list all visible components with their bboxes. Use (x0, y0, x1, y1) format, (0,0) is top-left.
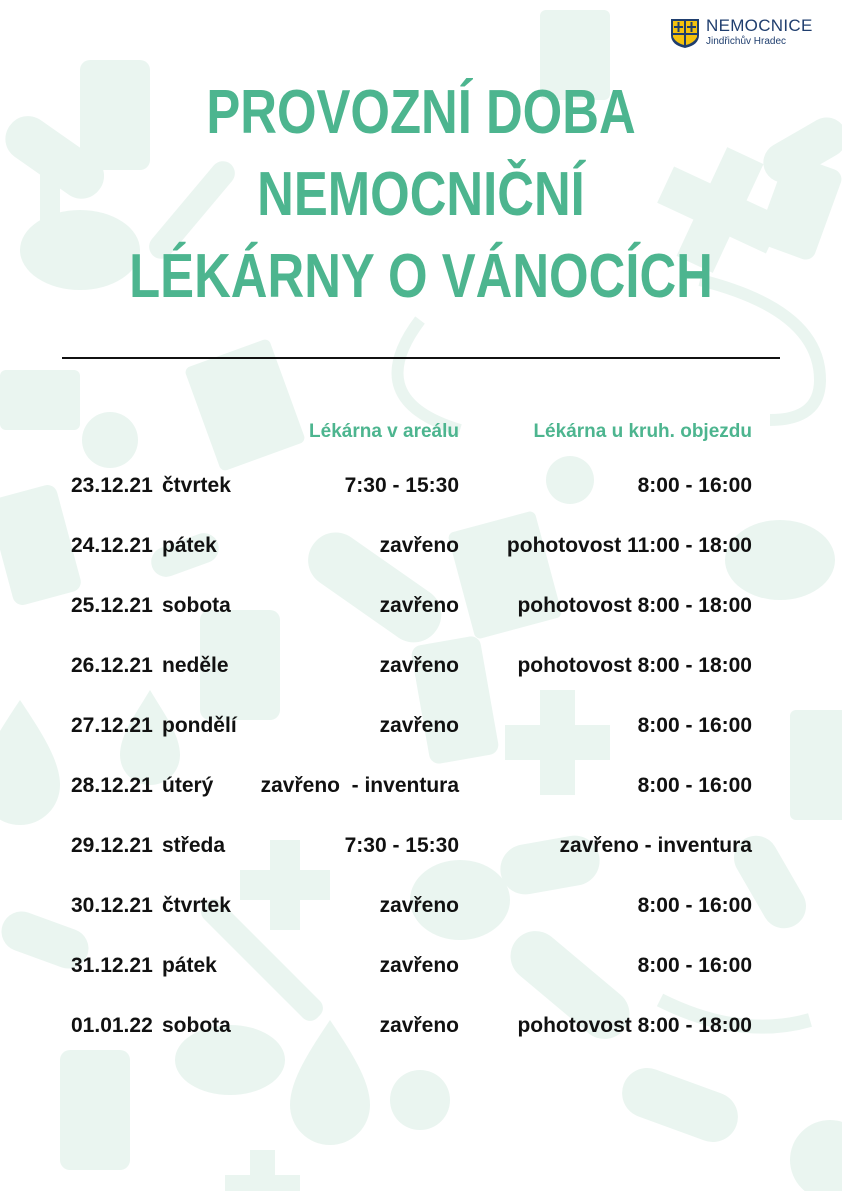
row-hours-areal: zavřeno - inventura (260, 774, 459, 797)
row-hours-areal: zavřeno (379, 654, 459, 677)
row-hours-areal: 7:30 - 15:30 (344, 474, 459, 497)
column-header-pharmacy-areal: Lékárna v areálu (309, 421, 459, 442)
row-hours-roundabout: pohotovost 8:00 - 18:00 (517, 1014, 752, 1037)
column-header-pharmacy-roundabout: Lékárna u kruh. objezdu (533, 421, 752, 442)
row-date: 27.12.21 (71, 714, 153, 737)
schedule-table (0, 456, 842, 1056)
row-day: sobota (162, 1014, 231, 1037)
row-hours-areal: zavřeno (379, 894, 459, 917)
row-hours-areal: zavřeno (379, 954, 459, 977)
row-day: středa (162, 834, 226, 857)
title-line-1: PROVOZNÍ DOBA (206, 78, 636, 147)
prescription-icon (0, 370, 80, 430)
hospital-emblem-icon (669, 17, 701, 49)
row-hours-roundabout: 8:00 - 16:00 (637, 954, 752, 977)
row-day: neděle (162, 654, 229, 677)
row-hours-areal: zavřeno (379, 594, 459, 617)
row-hours-areal: 7:30 - 15:30 (344, 834, 459, 857)
table-row (0, 816, 842, 876)
row-day: pondělí (162, 714, 237, 737)
table-row (0, 756, 842, 816)
row-hours-roundabout: 8:00 - 16:00 (637, 774, 752, 797)
logo-name: NEMOCNICE (706, 16, 813, 35)
divider (62, 357, 780, 359)
table-row (0, 456, 842, 516)
row-date: 26.12.21 (71, 654, 153, 677)
table-row (0, 516, 842, 576)
table-row (0, 876, 842, 936)
row-hours-areal: zavřeno (379, 1014, 459, 1037)
page-title (76, 72, 766, 318)
row-day: čtvrtek (162, 474, 231, 497)
table-row (0, 636, 842, 696)
row-date: 30.12.21 (71, 894, 153, 917)
row-hours-areal: zavřeno (379, 714, 459, 737)
row-hours-roundabout: pohotovost 8:00 - 18:00 (517, 594, 752, 617)
title-line-2: NEMOCNIČNÍ (257, 160, 585, 229)
row-hours-roundabout: pohotovost 8:00 - 18:00 (517, 654, 752, 677)
tablet-icon (390, 1070, 450, 1130)
row-date: 24.12.21 (71, 534, 153, 557)
row-date: 23.12.21 (71, 474, 153, 497)
row-date: 29.12.21 (71, 834, 153, 857)
cross-icon (225, 1150, 300, 1191)
row-day: sobota (162, 594, 231, 617)
row-day: úterý (162, 774, 214, 797)
table-row (0, 696, 842, 756)
tablet-icon (790, 1120, 842, 1191)
row-hours-roundabout: zavřeno - inventura (559, 834, 752, 857)
row-date: 25.12.21 (71, 594, 153, 617)
table-row (0, 996, 842, 1056)
row-date: 31.12.21 (71, 954, 153, 977)
row-date: 28.12.21 (71, 774, 153, 797)
row-hours-roundabout: 8:00 - 16:00 (637, 714, 752, 737)
row-date: 01.01.22 (71, 1014, 153, 1037)
row-hours-areal: zavřeno (379, 534, 459, 557)
medicine-bottle-icon (60, 1050, 130, 1170)
row-day: pátek (162, 954, 217, 977)
hospital-logo (669, 15, 829, 51)
row-day: čtvrtek (162, 894, 231, 917)
row-hours-roundabout: 8:00 - 16:00 (637, 894, 752, 917)
logo-subtitle: Jindřichův Hradec (706, 36, 787, 47)
row-day: pátek (162, 534, 217, 557)
stethoscope-icon (398, 320, 461, 430)
row-hours-roundabout: 8:00 - 16:00 (637, 474, 752, 497)
table-row (0, 936, 842, 996)
pill-icon (615, 1061, 745, 1149)
title-line-3: LÉKÁRNY O VÁNOCÍCH (129, 242, 713, 311)
row-hours-roundabout: pohotovost 11:00 - 18:00 (506, 534, 752, 557)
table-row (0, 576, 842, 636)
